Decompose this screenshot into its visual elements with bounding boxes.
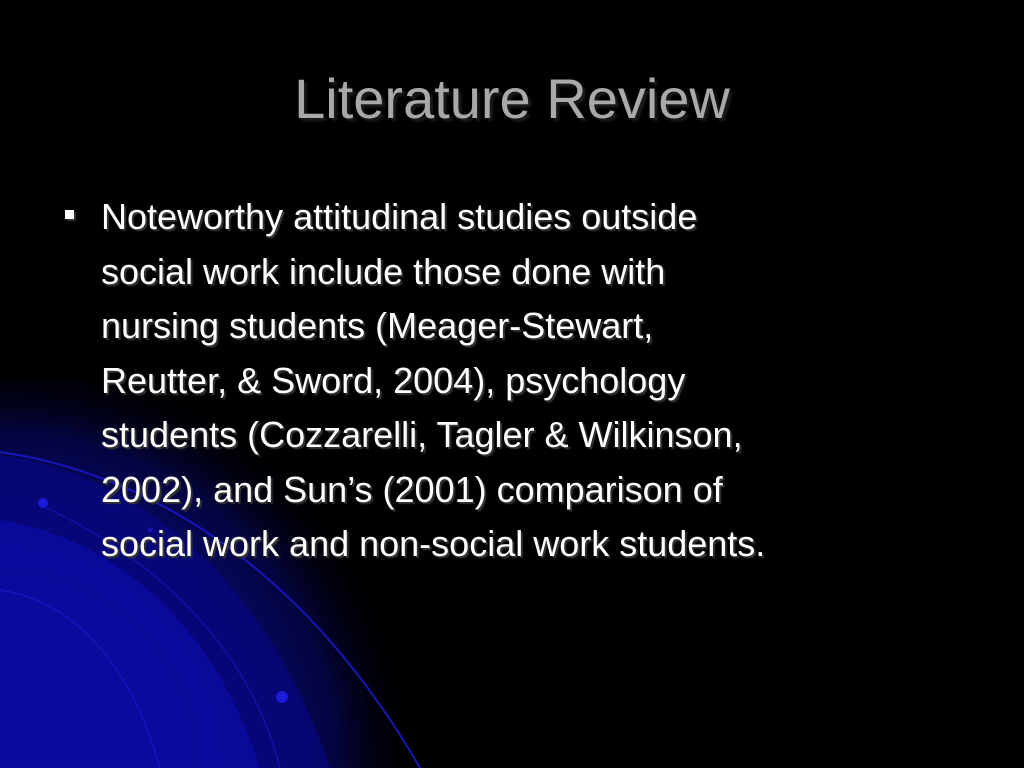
bullet-line: students (Cozzarelli, Tagler & Wilkinson, — [101, 414, 743, 455]
bullet-list — [62, 190, 962, 572]
bullet-line: Noteworthy attitudinal studies outside — [101, 196, 698, 237]
glow-dot-2 — [276, 691, 288, 703]
glow-dot-1 — [38, 498, 48, 508]
square-bullet-icon — [65, 210, 74, 219]
bullet-item — [62, 190, 962, 572]
slide-title: Literature Review — [294, 67, 730, 130]
bullet-line: social work and non-social work students. — [101, 523, 766, 564]
bullet-line: social work include those done with — [101, 250, 666, 292]
bullet-line: 2002), and Sun’s (2001) comparison of — [101, 468, 723, 510]
bullet-line: nursing students (Meager-Stewart, — [101, 305, 654, 346]
bullet-line: Reutter, & Sword, 2004), psychology — [101, 359, 686, 401]
